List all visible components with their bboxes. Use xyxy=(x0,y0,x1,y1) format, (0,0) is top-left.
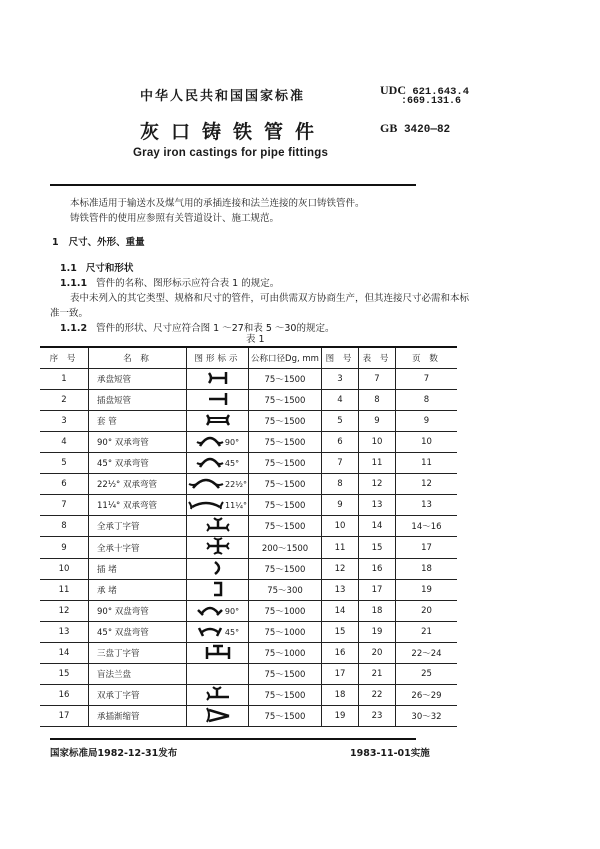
fitting-symbol-cell xyxy=(187,622,249,643)
figure-number: 12 xyxy=(322,559,359,580)
section-title: 尺寸、外形、重量 xyxy=(68,237,145,248)
fitting-symbol-cell xyxy=(187,580,249,601)
fitting-name: 全承十字管 xyxy=(89,537,187,559)
col-header-figure-no: 图 号 xyxy=(322,347,359,369)
table-number: 18 xyxy=(359,601,396,622)
table-row xyxy=(40,706,457,727)
fitting-name: 全承丁字管 xyxy=(89,516,187,537)
bend-angle-label: 90° xyxy=(224,606,240,616)
row-number: 15 xyxy=(40,664,89,685)
fitting-name: 承盘短管 xyxy=(89,369,187,390)
page-number: 7 xyxy=(396,369,458,390)
fitting-symbol-cell xyxy=(187,369,249,390)
page-number: 12 xyxy=(396,474,458,495)
table-number: 17 xyxy=(359,580,396,601)
socket-plug-icon xyxy=(211,581,225,600)
socket-spigot-reducer-icon xyxy=(204,707,232,726)
clause-number: 1.1.1 xyxy=(60,278,88,289)
page-number: 21 xyxy=(396,622,458,643)
row-number: 11 xyxy=(40,580,89,601)
clause-1-1-1 xyxy=(60,277,279,291)
figure-number: 10 xyxy=(322,516,359,537)
figure-number: 17 xyxy=(322,664,359,685)
double-socket-tee-icon xyxy=(204,686,232,705)
nominal-diameter: 75～1500 xyxy=(249,474,322,495)
nominal-diameter: 75～1500 xyxy=(249,411,322,432)
table-row xyxy=(40,685,457,706)
table-number: 8 xyxy=(359,390,396,411)
double-socket-bend-icon xyxy=(196,455,224,472)
table-row xyxy=(40,643,457,664)
table-row xyxy=(40,622,457,643)
section-1-1-heading xyxy=(60,262,133,276)
figure-number: 7 xyxy=(322,453,359,474)
bend-angle-label: 22½° xyxy=(225,479,247,489)
row-number: 9 xyxy=(40,537,89,559)
standard-body-label: 中华人民共和国国家标准 xyxy=(140,89,306,104)
figure-number: 5 xyxy=(322,411,359,432)
figure-number: 8 xyxy=(322,474,359,495)
table-number: 12 xyxy=(359,474,396,495)
page-number: 25 xyxy=(396,664,458,685)
col-header-no: 序 号 xyxy=(40,347,89,369)
row-number: 2 xyxy=(40,390,89,411)
clause-1-1-2 xyxy=(60,322,334,336)
subsection-number: 1.1 xyxy=(60,263,77,274)
page-number: 11 xyxy=(396,453,458,474)
fitting-name: 双承丁字管 xyxy=(89,685,187,706)
row-number: 17 xyxy=(40,706,89,727)
nominal-diameter: 75～1500 xyxy=(249,559,322,580)
fitting-name: 承 堵 xyxy=(89,580,187,601)
nominal-diameter: 75～1500 xyxy=(249,369,322,390)
fitting-name: 三盘丁字管 xyxy=(89,643,187,664)
double-flange-bend-45-icon xyxy=(196,624,224,641)
effective-date: 1983-11-01实施 xyxy=(350,748,430,759)
footer-divider xyxy=(50,738,416,740)
table-row xyxy=(40,601,457,622)
nominal-diameter: 75～1500 xyxy=(249,432,322,453)
nominal-diameter: 75～1500 xyxy=(249,495,322,516)
fitting-name: 插 堵 xyxy=(89,559,187,580)
nominal-diameter: 200～1500 xyxy=(249,537,322,559)
table-row xyxy=(40,390,457,411)
fittings-table xyxy=(40,346,457,727)
col-header-table-no: 表 号 xyxy=(359,347,396,369)
row-number: 3 xyxy=(40,411,89,432)
bend-angle-label: 11¼° xyxy=(225,500,247,510)
row-number: 12 xyxy=(40,601,89,622)
document-title-en: Gray iron castings for pipe fittings xyxy=(133,147,329,159)
table-number: 19 xyxy=(359,622,396,643)
fitting-name: 90° 双盘弯管 xyxy=(89,601,187,622)
fitting-symbol-cell xyxy=(187,495,249,516)
spigot-plug-icon xyxy=(211,560,225,579)
header-divider xyxy=(50,184,416,186)
section-number: 1 xyxy=(52,237,59,248)
table-row xyxy=(40,516,457,537)
fitting-symbol-cell xyxy=(187,559,249,580)
table-row xyxy=(40,432,457,453)
figure-number: 11 xyxy=(322,537,359,559)
bend-angle-label: 45° xyxy=(224,627,240,637)
nominal-diameter: 75～1000 xyxy=(249,622,322,643)
page-number: 17 xyxy=(396,537,458,559)
row-number: 14 xyxy=(40,643,89,664)
table-number: 14 xyxy=(359,516,396,537)
figure-number: 19 xyxy=(322,706,359,727)
double-socket-bend-flat-icon xyxy=(188,497,224,514)
nominal-diameter: 75～1000 xyxy=(249,643,322,664)
table-number: 23 xyxy=(359,706,396,727)
bend-angle-label: 45° xyxy=(224,458,240,468)
gb-number xyxy=(380,121,450,136)
page-number: 26～29 xyxy=(396,685,458,706)
row-number: 8 xyxy=(40,516,89,537)
udc-line1: 621.643.4 xyxy=(412,86,470,98)
double-socket-bend-icon xyxy=(196,434,224,451)
row-number: 7 xyxy=(40,495,89,516)
row-number: 16 xyxy=(40,685,89,706)
col-header-symbol: 图形标示 xyxy=(187,347,249,369)
subsection-title: 尺寸和形状 xyxy=(85,263,134,274)
table-number: 11 xyxy=(359,453,396,474)
intro-para-1: 本标准适用于输送水及煤气用的承插连接和法兰连接的灰口铸铁管件。 xyxy=(70,198,365,209)
fitting-symbol-cell xyxy=(187,390,249,411)
page-number: 14～16 xyxy=(396,516,458,537)
page-number: 18 xyxy=(396,559,458,580)
table-number: 22 xyxy=(359,685,396,706)
table-row xyxy=(40,580,457,601)
udc-label: UDC xyxy=(380,83,406,97)
spigot-flange-short-icon xyxy=(206,392,230,409)
row-number: 1 xyxy=(40,369,89,390)
fitting-symbol-cell xyxy=(187,706,249,727)
figure-number: 14 xyxy=(322,601,359,622)
document-title-cn: 灰口铸铁管件 xyxy=(140,121,327,143)
figure-number: 16 xyxy=(322,643,359,664)
clause-note-line-1: 表中未列入的其它类型、规格和尺寸的管件，可由供需双方协商生产，但其连接尺寸必需和本标 xyxy=(70,293,470,304)
page-number: 10 xyxy=(396,432,458,453)
fitting-name: 45° 双承弯管 xyxy=(89,453,187,474)
clause-text: 管件的名称、图形标示应符合表 1 的规定。 xyxy=(96,278,280,289)
fitting-symbol-cell xyxy=(187,453,249,474)
fitting-name: 套 管 xyxy=(89,411,187,432)
figure-number: 4 xyxy=(322,390,359,411)
fitting-symbol-cell xyxy=(187,432,249,453)
col-header-nominal-diameter: 公称口径Dg, mm xyxy=(249,347,322,369)
table-caption: 表 1 xyxy=(246,334,265,345)
fitting-name: 11¼° 双承弯管 xyxy=(89,495,187,516)
table-number: 16 xyxy=(359,559,396,580)
row-number: 13 xyxy=(40,622,89,643)
fitting-symbol-cell xyxy=(187,537,249,559)
nominal-diameter: 75～1000 xyxy=(249,601,322,622)
table-row xyxy=(40,369,457,390)
clause-number: 1.1.2 xyxy=(60,323,88,334)
clause-note-line-2: 准一致。 xyxy=(50,308,89,319)
fitting-name: 90° 双承弯管 xyxy=(89,432,187,453)
nominal-diameter: 75～1500 xyxy=(249,664,322,685)
all-socket-cross-icon xyxy=(204,537,232,558)
section-1-heading xyxy=(52,236,145,250)
issue-date: 国家标准局1982-12-31发布 xyxy=(50,748,178,759)
nominal-diameter: 75～1500 xyxy=(249,706,322,727)
clause-text: 管件的形状、尺寸应符合图 1 ～27和表 5 ～30的规定。 xyxy=(96,323,335,334)
table-row xyxy=(40,537,457,559)
fitting-name: 45° 双盘弯管 xyxy=(89,622,187,643)
fitting-symbol-cell xyxy=(187,664,249,685)
table-row xyxy=(40,453,457,474)
table-row xyxy=(40,559,457,580)
gb-code: 3420—82 xyxy=(403,124,451,136)
table-number: 21 xyxy=(359,664,396,685)
all-socket-tee-icon xyxy=(204,517,232,536)
sleeve-icon xyxy=(204,413,232,430)
table-number: 15 xyxy=(359,537,396,559)
table-row xyxy=(40,664,457,685)
col-header-page: 页 数 xyxy=(396,347,458,369)
table-row xyxy=(40,495,457,516)
table-row xyxy=(40,474,457,495)
udc-line2: :669.131.6 xyxy=(401,96,462,107)
page-number: 19 xyxy=(396,580,458,601)
figure-number: 9 xyxy=(322,495,359,516)
nominal-diameter: 75～1500 xyxy=(249,685,322,706)
figure-number: 6 xyxy=(322,432,359,453)
table-header-row xyxy=(40,347,457,369)
page-number: 8 xyxy=(396,390,458,411)
figure-number: 3 xyxy=(322,369,359,390)
row-number: 10 xyxy=(40,559,89,580)
table-row xyxy=(40,411,457,432)
nominal-diameter: 75～1500 xyxy=(249,390,322,411)
table-number: 7 xyxy=(359,369,396,390)
fitting-symbol-cell xyxy=(187,685,249,706)
fitting-name: 插盘短管 xyxy=(89,390,187,411)
fitting-name: 盲法兰盘 xyxy=(89,664,187,685)
double-socket-bend-wide-icon xyxy=(188,476,224,493)
socket-flange-short-icon xyxy=(206,371,230,388)
nominal-diameter: 75～300 xyxy=(249,580,322,601)
col-header-name: 名 称 xyxy=(89,347,187,369)
row-number: 6 xyxy=(40,474,89,495)
page-number: 22～24 xyxy=(396,643,458,664)
bend-angle-label: 90° xyxy=(224,437,240,447)
table-number: 20 xyxy=(359,643,396,664)
gb-label: GB xyxy=(380,121,398,135)
figure-number: 13 xyxy=(322,580,359,601)
page-number: 20 xyxy=(396,601,458,622)
figure-number: 15 xyxy=(322,622,359,643)
page-number: 30～32 xyxy=(396,706,458,727)
fitting-symbol-cell xyxy=(187,601,249,622)
fitting-symbol-cell xyxy=(187,411,249,432)
page-number: 13 xyxy=(396,495,458,516)
fitting-name: 承插渐缩管 xyxy=(89,706,187,727)
table-number: 9 xyxy=(359,411,396,432)
intro-para-2: 铸铁管件的使用应参照有关管道设计、施工规范。 xyxy=(70,213,280,224)
fitting-symbol-cell xyxy=(187,474,249,495)
page-number: 9 xyxy=(396,411,458,432)
triple-flange-tee-icon xyxy=(205,644,231,663)
row-number: 4 xyxy=(40,432,89,453)
row-number: 5 xyxy=(40,453,89,474)
nominal-diameter: 75～1500 xyxy=(249,516,322,537)
fitting-symbol-cell xyxy=(187,643,249,664)
fitting-symbol-cell xyxy=(187,516,249,537)
figure-number: 18 xyxy=(322,685,359,706)
fitting-name: 22½° 双承弯管 xyxy=(89,474,187,495)
table-number: 13 xyxy=(359,495,396,516)
table-number: 10 xyxy=(359,432,396,453)
double-flange-bend-icon xyxy=(196,603,224,620)
nominal-diameter: 75～1500 xyxy=(249,453,322,474)
